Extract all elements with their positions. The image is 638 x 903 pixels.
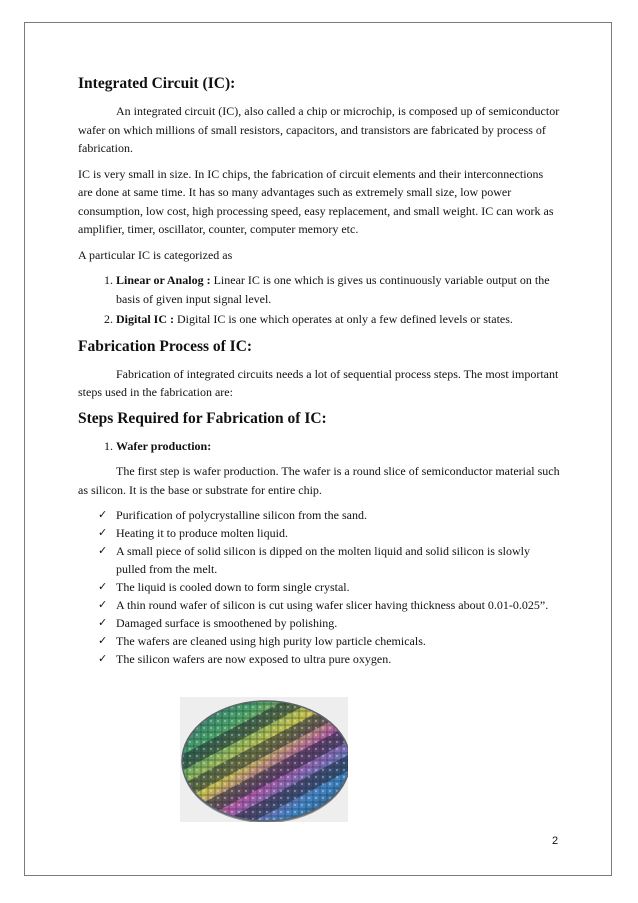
heading-fabrication-process: Fabrication Process of IC: (78, 337, 253, 355)
checklist-text: A thin round wafer of silicon is cut using wafer slicer having thickness about 0.01-0.025”. (116, 598, 549, 612)
silicon-wafer-photo (180, 697, 348, 822)
document-body (78, 74, 560, 668)
heading-integrated-circuit: Integrated Circuit (IC): (78, 75, 236, 92)
checklist-item (98, 632, 560, 650)
page-number: 2 (552, 835, 559, 847)
checkmark-icon: ✓ (98, 544, 108, 557)
checklist-item (98, 578, 560, 596)
term-linear-ic: Linear or Analog : (116, 273, 211, 287)
checkmark-icon: ✓ (98, 652, 108, 665)
checkmark-icon: ✓ (98, 526, 108, 539)
checkmark-icon: ✓ (98, 598, 108, 611)
checklist-item (98, 542, 560, 578)
list-item-digital-ic (116, 310, 560, 329)
step-title-wafer-production: Wafer production: (116, 438, 212, 453)
text-linear-ic: Linear IC is one which is gives us continuously variable output on the basis of given input signal level. (116, 273, 550, 306)
term-digital-ic: Digital IC : (116, 312, 174, 326)
checklist-item (98, 650, 560, 668)
checkmark-icon: ✓ (98, 508, 108, 521)
paragraph-ic-size: IC is very small in size. In IC chips, the fabrication of circuit elements and their interconnections are done at same time. It has so many advantages such as extremely small size, low power consumption, low cost, high processing speed, easy replacement, and small weight. IC can work as amplifier, timer, oscillator, counter, computer memory etc. (78, 166, 554, 236)
wafer-illustration (180, 697, 348, 822)
checklist-text: Damaged surface is smoothened by polishing. (116, 616, 338, 630)
checklist-item (98, 506, 560, 524)
checklist-text: The liquid is cooled down to form single crystal. (116, 580, 350, 594)
checkmark-icon: ✓ (98, 634, 108, 647)
checklist-item (98, 614, 560, 632)
checklist-item (98, 524, 560, 542)
paragraph-wafer-intro: The first step is wafer production. The wafer is a round slice of semiconductor material such as silicon. It is the base or substrate for entire chip. (78, 464, 560, 497)
list-item-linear-ic (116, 271, 560, 308)
checklist-text: The wafers are cleaned using high purity low particle chemicals. (116, 634, 426, 648)
checklist-item (98, 596, 560, 614)
steps-list (78, 437, 560, 456)
checklist-text: Heating it to produce molten liquid. (116, 526, 288, 540)
text-digital-ic: Digital IC is one which operates at only a few defined levels or states. (174, 312, 513, 326)
ic-types-list (78, 271, 560, 329)
paragraph-ic-categorized: A particular IC is categorized as (78, 247, 233, 262)
paragraph-ic-intro: An integrated circuit (IC), also called a chip or microchip, is composed up of semiconductor wafer on which millions of small resistors, capacitors, and transistors are fabricated by process of fabrication. (78, 104, 560, 155)
checkmark-icon: ✓ (98, 580, 108, 593)
checklist-text: Purification of polycrystalline silicon from the sand. (116, 508, 367, 522)
heading-steps-required: Steps Required for Fabrication of IC: (78, 409, 327, 427)
list-item-wafer-production (116, 437, 560, 456)
wafer-steps-checklist (78, 506, 560, 668)
paragraph-fabrication-intro: Fabrication of integrated circuits needs a lot of sequential process steps. The most important steps used in the fabrication are: (78, 366, 559, 399)
checkmark-icon: ✓ (98, 616, 108, 629)
checklist-text: The silicon wafers are now exposed to ultra pure oxygen. (116, 652, 392, 666)
checklist-text: A small piece of solid silicon is dipped on the molten liquid and solid silicon is slowly pulled from the melt. (116, 544, 530, 576)
